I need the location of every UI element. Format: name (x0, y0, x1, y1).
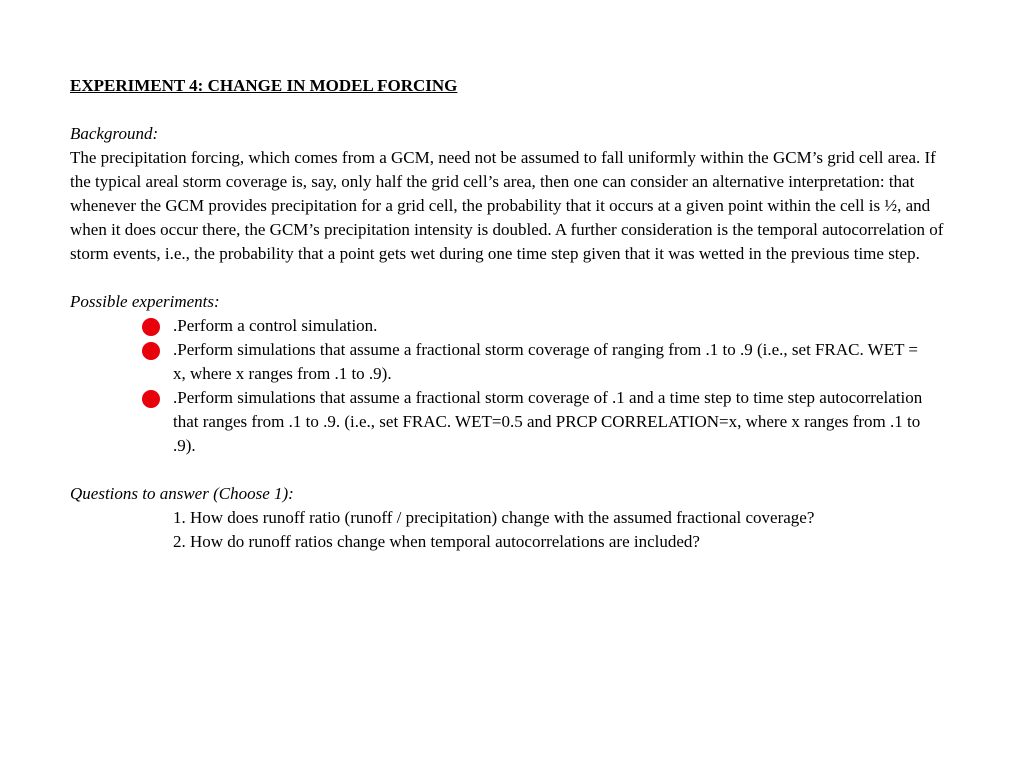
spacer (70, 266, 970, 290)
experiments-list (70, 314, 970, 458)
question-item-1: 1. How does runoff ratio (runoff / precipitation) change with the assumed fractional coverage? (173, 508, 815, 527)
red-bullet-icon (142, 318, 160, 336)
experiment-text: .Perform a control simulation. (173, 316, 378, 335)
experiment-text: .Perform simulations that assume a fractional storm coverage of ranging from .1 to .9 (i.e., set FRAC. WET = x, where x ranges from .1 to .9). (173, 340, 918, 383)
experiment-item-3 (70, 386, 933, 458)
experiments-heading: Possible experiments: (70, 292, 220, 311)
experiment-text: .Perform simulations that assume a fractional storm coverage of .1 and a time step to time step autocorrelation that ranges from .1 to .9. (i.e., set FRAC. WET=0.5 and PRCP CORRELATION=x, where x ranges from .1 to .9). (173, 388, 923, 455)
experiment-item-2 (70, 338, 933, 386)
spacer (70, 458, 970, 482)
experiment-item-1 (70, 314, 933, 338)
question-item-2: 2. How do runoff ratios change when temporal autocorrelations are included? (173, 532, 700, 551)
background-heading: Background: (70, 124, 159, 143)
document-title: EXPERIMENT 4: CHANGE IN MODEL FORCING (70, 76, 458, 95)
background-paragraph: The precipitation forcing, which comes from a GCM, need not be assumed to fall uniformly within the GCM’s grid cell area. If the typical areal storm coverage is, say, only half the grid cell’s area, then one can consider an alternative interpretation: that whenever the GCM provides precipitation for a grid cell, the probability that it occurs at a given point within the cell is ½, and when it does occur there, the GCM’s precipitation intensity is doubled. A further consideration is the temporal autocorrelation of storm events, i.e., the probability that a point gets wet during one time step given that it was wetted in the previous time step. (70, 148, 944, 263)
document-page (70, 74, 970, 554)
red-bullet-icon (142, 390, 160, 408)
red-bullet-icon (142, 342, 160, 360)
questions-heading: Questions to answer (Choose 1): (70, 484, 294, 503)
spacer (70, 98, 970, 122)
